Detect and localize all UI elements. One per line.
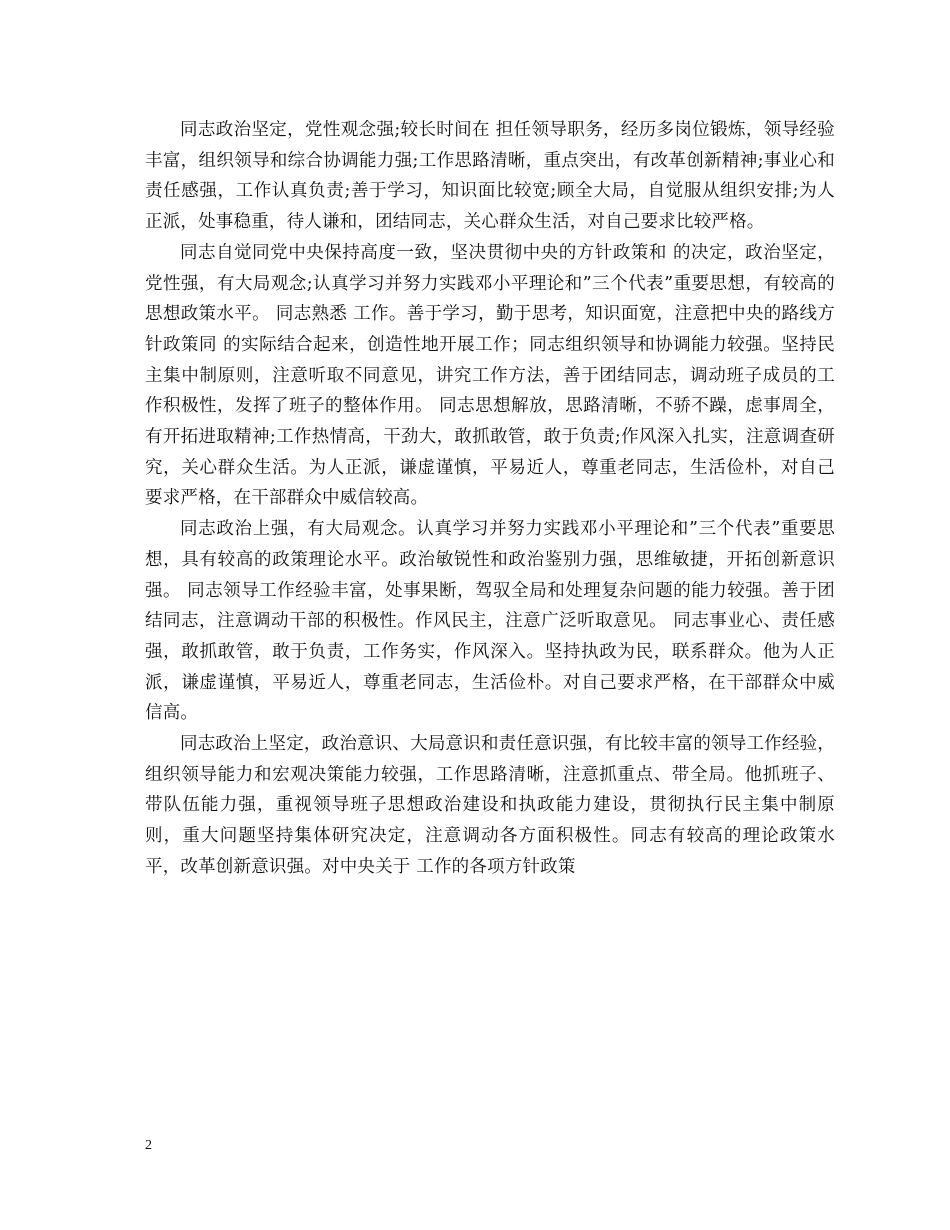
page-number: 2 [145,1138,152,1153]
paragraph-4: 同志政治上坚定，政治意识、大局意识和责任意识强，有比较丰富的领导工作经验，组织领导能力和宏观决策能力较强，工作思路清晰，注意抓重点、带全局。他抓班子、带队伍能力强，重视领导班子思想政治建设和执政能力建设，贯彻执行民主集中制原则，重大问题坚持集体研究决定，注意调动各方面积极性。同志有较高的理论政策水平，改革创新意识强。对中央关于 工作的各项方针政策 [145,734,835,877]
document-body [145,115,835,883]
paragraph-2: 同志自觉同党中央保持高度一致，坚决贯彻中央的方针政策和 的决定，政治坚定，党性强，有大局观念;认真学习并努力实践邓小平理论和”三个代表”重要思想，有较高的思想政策水平。 同志熟悉 工作。善于学习，勤于思考，知识面宽，注意把中央的路线方针政策同 的实际结合起来，创造性地开展工作；同志组织领导和协调能力较强。坚持民主集中制原则，注意听取不同意见，讲究工作方法，善于团结同志，调动班子成员的工作积极性，发挥了班子的整体作用。 同志思想解放，思路清晰，不骄不躁，虑事周全，有开拓进取精神;工作热情高，干劲大，敢抓敢管，敢于负责;作风深入扎实，注意调查研究，关心群众生活。为人正派，谦虚谨慎，平易近人，尊重老同志，生活俭朴，对自己要求严格，在干部群众中威信较高。 [145,242,835,509]
paragraph-3: 同志政治上强，有大局观念。认真学习并努力实践邓小平理论和”三个代表”重要思想，具有较高的政策理论水平。政治敏锐性和政治鉴别力强，思维敏捷，开拓创新意识强。 同志领导工作经验丰富，处事果断，驾驭全局和处理复杂问题的能力较强。善于团结同志，注意调动干部的积极性。作风民主，注意广泛听取意见。 同志事业心、责任感强，敢抓敢管，敢于负责，工作务实，作风深入。坚持执政为民，联系群众。他为人正派，谦虚谨慎，平易近人，尊重老同志，生活俭朴。对自己要求严格，在干部群众中威信高。 [145,519,835,724]
paragraph-1: 同志政治坚定，党性观念强;较长时间在 担任领导职务，经历多岗位锻炼，领导经验丰富，组织领导和综合协调能力强;工作思路清晰，重点突出，有改革创新精神;事业心和责任感强，工作认真负责;善于学习，知识面比较宽;顾全大局，自觉服从组织安排;为人正派，处事稳重，待人谦和，团结同志，关心群众生活，对自己要求比较严格。 [145,120,835,233]
